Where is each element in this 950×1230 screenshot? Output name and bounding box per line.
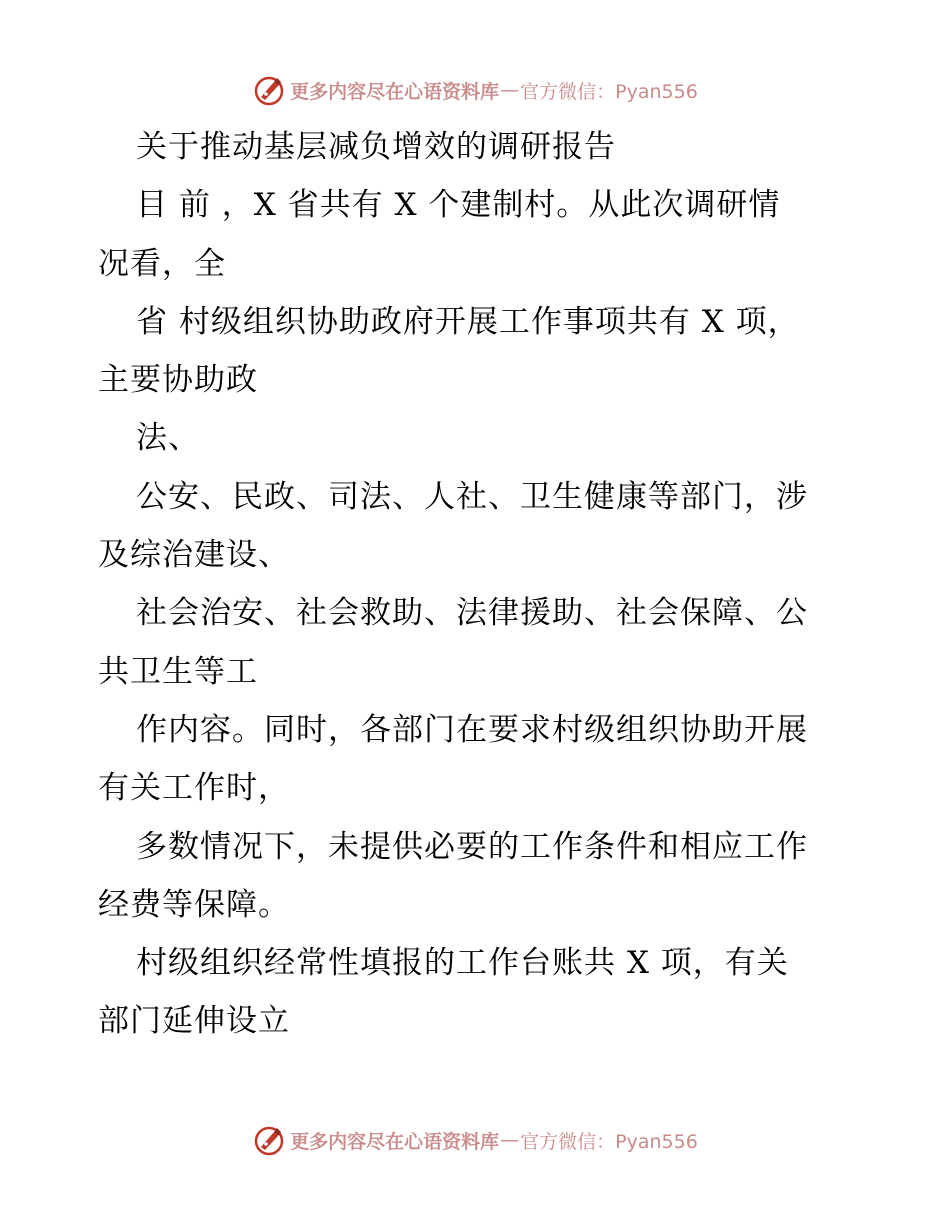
- pen-nib-logo-icon: [252, 73, 286, 107]
- footer-watermark: [0, 1120, 950, 1160]
- paragraph-line: 省 村级组织协助政府开展工作事项共有 X 项，: [136, 303, 800, 340]
- paragraph-line: 主要协助政: [98, 362, 258, 399]
- paragraph-line: 多数情况下，未提供必要的工作条件和相应工作: [136, 828, 808, 865]
- paragraph-line: 经费等保障。: [98, 886, 290, 923]
- paragraph-line: 公安、民政、司法、人社、卫生健康等部门，涉: [136, 478, 808, 515]
- paragraph-line: 及综治建设、: [98, 537, 290, 574]
- paragraph-line: 社会治安、社会救助、法律援助、社会保障、公: [136, 595, 808, 632]
- watermark-brand: 更多内容尽在心语资料库: [290, 80, 500, 103]
- paragraph-line: 况看，全: [98, 245, 226, 282]
- paragraph-line: 目 前 ，X 省共有 X 个建制村。从此次调研情: [136, 187, 781, 224]
- paragraph-line: 作内容。同时，各部门在要求村级组织协助开展: [136, 711, 808, 748]
- paragraph-line: 法、: [136, 420, 200, 457]
- document-title: 关于推动基层减负增效的调研报告: [136, 129, 616, 165]
- paragraph-line: 部门延伸设立: [98, 1003, 290, 1040]
- paragraph-line: 村级组织经常性填报的工作台账共 X 项，有关: [136, 945, 789, 982]
- watermark-wechat: 官方微信：Pyan556: [520, 1130, 698, 1153]
- pen-nib-logo-icon: [252, 1123, 286, 1157]
- watermark-brand: 更多内容尽在心语资料库: [290, 1130, 500, 1153]
- watermark-wechat: 官方微信：Pyan556: [520, 80, 698, 103]
- watermark-separator: —: [500, 1129, 520, 1151]
- watermark-separator: —: [500, 79, 520, 101]
- header-watermark: [0, 70, 950, 110]
- paragraph-line: 共卫生等工: [98, 653, 258, 690]
- paragraph-line: 有关工作时，: [98, 770, 290, 807]
- document-body: [98, 118, 858, 1051]
